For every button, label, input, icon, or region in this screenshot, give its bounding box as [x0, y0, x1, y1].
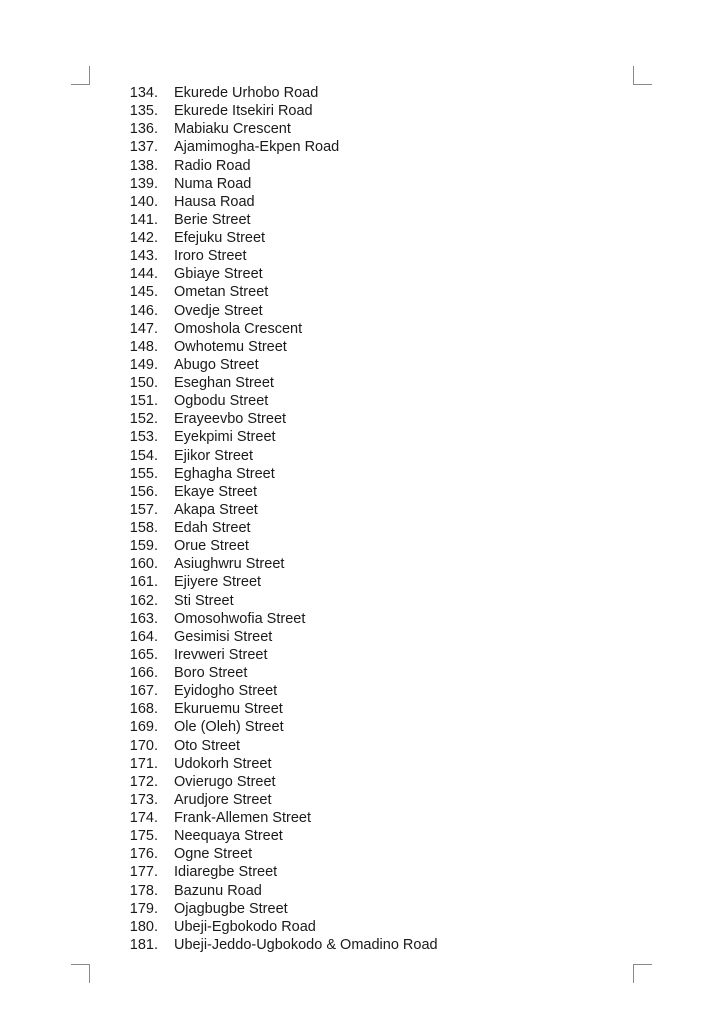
- item-number: 151.: [129, 393, 158, 410]
- item-number: 134.: [129, 85, 158, 101]
- road-name: Ogbodu Street: [174, 393, 269, 410]
- item-number: 176.: [129, 846, 158, 863]
- road-name: Eseghan Street: [174, 375, 274, 391]
- road-name: Eyekpimi Street: [174, 429, 276, 446]
- road-name: Eyidogho Street: [174, 683, 278, 700]
- road-name: Asiughwru Street: [174, 556, 285, 573]
- item-number: 144.: [129, 266, 158, 283]
- list-item: [120, 120, 438, 138]
- road-name: Ekurede Itsekiri Road: [174, 103, 313, 120]
- list-item: [120, 247, 438, 265]
- item-number: 147.: [129, 320, 158, 337]
- road-name: Omoshola Crescent: [174, 320, 303, 337]
- list-item: [120, 592, 438, 610]
- list-item: [120, 646, 438, 664]
- item-number: 173.: [129, 791, 158, 808]
- road-name: Omosohwofia Street: [174, 610, 306, 627]
- road-name: Orue Street: [174, 538, 249, 555]
- item-number: 148.: [129, 338, 158, 355]
- road-name: Efejuku Street: [174, 230, 266, 246]
- road-name: Numa Road: [174, 175, 252, 192]
- item-number: 142.: [129, 230, 158, 246]
- road-name: Ajamimogha-Ekpen Road: [174, 139, 340, 156]
- item-number: 181.: [129, 936, 158, 953]
- road-name: Ole (Oleh) Street: [174, 719, 284, 736]
- road-name: Owhotemu Street: [174, 338, 287, 355]
- item-number: 165.: [129, 646, 158, 663]
- list-item: [120, 900, 438, 918]
- item-number: 155.: [129, 465, 158, 482]
- item-number: 161.: [129, 574, 158, 591]
- list-item: [120, 845, 438, 863]
- item-number: 178.: [129, 882, 158, 899]
- road-name: Ekaye Street: [174, 483, 258, 500]
- item-number: 145.: [129, 284, 158, 301]
- list-item: [120, 428, 438, 446]
- list-item: [120, 483, 438, 501]
- item-number: 180.: [129, 918, 158, 935]
- item-number: 171.: [129, 755, 158, 772]
- item-number: 154.: [129, 447, 158, 464]
- list-item: [120, 863, 438, 881]
- item-number: 156.: [129, 483, 158, 500]
- road-name: Gbiaye Street: [174, 266, 263, 283]
- item-number: 137.: [129, 139, 158, 156]
- item-number: 177.: [129, 864, 158, 881]
- list-item: [120, 320, 438, 338]
- item-number: 168.: [129, 701, 158, 718]
- item-number: 174.: [129, 810, 158, 826]
- road-name: Ejikor Street: [174, 447, 253, 464]
- item-number: 136.: [129, 121, 158, 138]
- road-name: Ogne Street: [174, 846, 253, 863]
- list-item: [120, 138, 438, 156]
- road-name: Ometan Street: [174, 284, 269, 301]
- item-number: 163.: [129, 610, 158, 627]
- list-item: [120, 102, 438, 120]
- list-item: [120, 700, 438, 718]
- item-number: 172.: [129, 773, 158, 790]
- list-item: [120, 302, 438, 320]
- road-name: Ubeji-Jeddo-Ugbokodo & Omadino Road: [174, 936, 438, 953]
- item-number: 179.: [129, 900, 158, 917]
- list-item: [120, 664, 438, 682]
- item-number: 149.: [129, 356, 158, 373]
- item-number: 157.: [129, 501, 158, 518]
- item-number: 152.: [129, 411, 158, 428]
- list-item: [120, 229, 438, 247]
- list-item: [120, 809, 438, 827]
- road-name: Arudjore Street: [174, 791, 272, 808]
- road-name: Mabiaku Crescent: [174, 121, 291, 138]
- road-name: Akapa Street: [174, 501, 258, 518]
- list-item: [120, 175, 438, 193]
- list-item: [120, 283, 438, 301]
- list-item: [120, 773, 438, 791]
- item-number: 141.: [129, 211, 158, 228]
- road-name: Ubeji-Egbokodo Road: [174, 918, 316, 935]
- item-number: 143.: [129, 248, 158, 265]
- road-name: Neequaya Street: [174, 828, 283, 845]
- list-item: [120, 410, 438, 428]
- item-number: 146.: [129, 302, 158, 319]
- list-item: [120, 755, 438, 773]
- list-item: [120, 356, 438, 374]
- list-item: [120, 682, 438, 700]
- list-item: [120, 936, 438, 954]
- road-name: Iroro Street: [174, 248, 247, 265]
- road-name: Boro Street: [174, 665, 248, 681]
- item-number: 135.: [129, 103, 158, 120]
- list-item: [120, 628, 438, 646]
- road-name: Erayeevbo Street: [174, 411, 287, 428]
- road-name: Udokorh Street: [174, 755, 272, 772]
- list-item: [120, 84, 438, 102]
- item-number: 138.: [129, 157, 158, 174]
- crop-mark-top-right: [633, 66, 652, 85]
- item-number: 160.: [129, 556, 158, 573]
- road-name: Gesimisi Street: [174, 628, 273, 645]
- list-item: [120, 737, 438, 755]
- item-number: 150.: [129, 375, 158, 391]
- list-item: [120, 519, 438, 537]
- list-item: [120, 882, 438, 900]
- road-name: Ekurede Urhobo Road: [174, 85, 319, 101]
- item-number: 170.: [129, 737, 158, 754]
- item-number: 166.: [129, 665, 158, 681]
- item-number: 159.: [129, 538, 158, 555]
- list-item: [120, 193, 438, 211]
- road-name: Frank-Allemen Street: [174, 810, 311, 826]
- list-item: [120, 791, 438, 809]
- road-name: Edah Street: [174, 520, 251, 536]
- road-name: Abugo Street: [174, 356, 259, 373]
- item-number: 167.: [129, 683, 158, 700]
- list-item: [120, 374, 438, 392]
- road-name: Ojagbugbe Street: [174, 900, 288, 917]
- item-number: 175.: [129, 828, 158, 845]
- crop-mark-bottom-left: [71, 964, 90, 983]
- road-name: Idiaregbe Street: [174, 864, 278, 881]
- road-name: Berie Street: [174, 211, 251, 228]
- list-item: [120, 157, 438, 175]
- road-name: Bazunu Road: [174, 882, 262, 899]
- list-item: [120, 573, 438, 591]
- list-item: [120, 338, 438, 356]
- list-item: [120, 918, 438, 936]
- road-name: Irevweri Street: [174, 646, 268, 663]
- road-name: Hausa Road: [174, 193, 255, 210]
- list-item: [120, 718, 438, 736]
- road-list: [120, 84, 438, 954]
- item-number: 140.: [129, 193, 158, 210]
- road-name: Ejiyere Street: [174, 574, 262, 591]
- item-number: 139.: [129, 175, 158, 192]
- item-number: 164.: [129, 628, 158, 645]
- road-name: Ovedje Street: [174, 302, 263, 319]
- item-number: 162.: [129, 592, 158, 609]
- road-name: Eghagha Street: [174, 465, 275, 482]
- item-number: 158.: [129, 520, 158, 536]
- list-item: [120, 465, 438, 483]
- list-item: [120, 555, 438, 573]
- list-item: [120, 211, 438, 229]
- list-item: [120, 537, 438, 555]
- road-name: Radio Road: [174, 157, 251, 174]
- list-item: [120, 265, 438, 283]
- list-item: [120, 610, 438, 628]
- road-name: Ekuruemu Street: [174, 701, 283, 718]
- list-item: [120, 392, 438, 410]
- item-number: 153.: [129, 429, 158, 446]
- list-item: [120, 501, 438, 519]
- item-number: 169.: [129, 719, 158, 736]
- crop-mark-top-left: [71, 66, 90, 85]
- road-name: Oto Street: [174, 737, 241, 754]
- list-item: [120, 447, 438, 465]
- crop-mark-bottom-right: [633, 964, 652, 983]
- list-item: [120, 827, 438, 845]
- road-name: Sti Street: [174, 592, 234, 609]
- road-name: Ovierugo Street: [174, 773, 276, 790]
